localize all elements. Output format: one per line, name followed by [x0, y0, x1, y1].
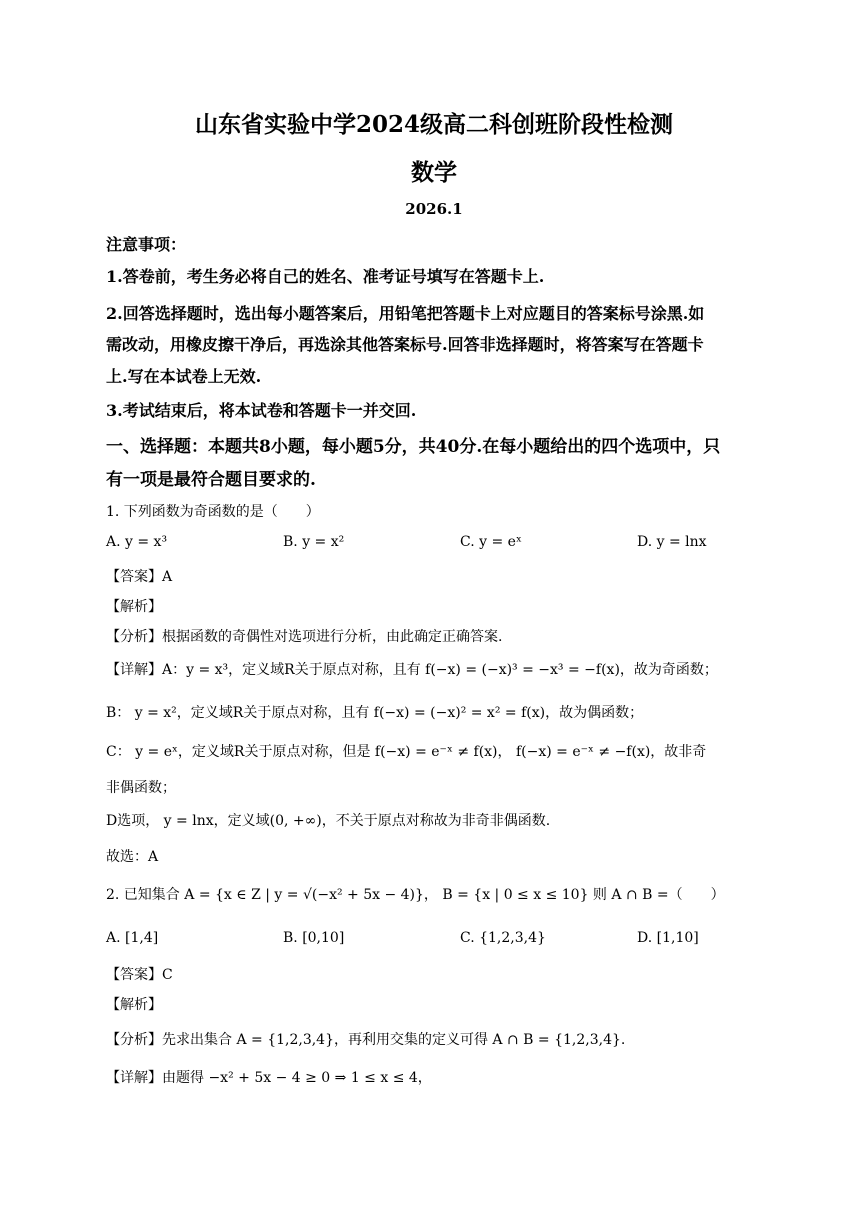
notice-item-3: 3.考试结束后，将本试卷和答题卡一并交回. — [106, 401, 417, 420]
question-1-option-c: C. y = eˣ — [460, 534, 522, 550]
question-1-detail-d: D选项， y = lnx，定义域(0, +∞)，不关于原点对称故为非奇非偶函数. — [106, 813, 551, 829]
question-1-detail-a: 【详解】A：y = x³，定义域R关于原点对称，且有 f(−x) = (−x)³ = −x³ = −f(x)，故为奇函数； — [106, 662, 718, 678]
notice-item-2-line-1: 2.回答选择题时，选出每小题答案后，用铅笔把答题卡上对应题目的答案标号涂黑.如 — [106, 304, 705, 323]
subject-title: 数学 — [411, 159, 457, 186]
question-1-choice: 故选：A — [106, 849, 159, 865]
question-2-analysis-label: 【解析】 — [106, 997, 162, 1013]
section-heading-line-2: 有一项是最符合题目要求的. — [106, 470, 316, 490]
question-2-option-d: D. [1,10] — [637, 930, 699, 946]
question-2-detail: 【详解】由题得 −x² + 5x − 4 ≥ 0 ⇒ 1 ≤ x ≤ 4， — [106, 1070, 432, 1086]
notice-item-1: 1.答卷前，考生务必将自己的姓名、准考证号填写在答题卡上. — [106, 267, 545, 286]
question-2-stem: 2. 已知集合 A = {x ∈ Z | y = √(−x² + 5x − 4)}， B = {x | 0 ≤ x ≤ 10} 则 A ∩ B =（ ） — [106, 887, 725, 903]
question-1-stem: 1. 下列函数为奇函数的是（ ） — [106, 504, 320, 520]
exam-title: 山东省实验中学2024级高二科创班阶段性检测 — [194, 111, 673, 138]
question-1-detail-c-line-1: C： y = eˣ，定义域R关于原点对称，但是 f(−x) = e⁻ˣ ≠ f(x)， f(−x) = e⁻ˣ ≠ −f(x)，故非奇 — [106, 744, 707, 760]
section-heading-line-1: 一、选择题：本题共8小题，每小题5分，共40分.在每小题给出的四个选项中，只 — [106, 437, 721, 457]
notice-item-2-line-3: 上.写在本试卷上无效. — [106, 367, 262, 386]
question-1-option-a: A. y = x³ — [106, 534, 168, 550]
question-1-option-b: B. y = x² — [283, 534, 345, 550]
question-1-detail-c-line-2: 非偶函数； — [106, 780, 176, 796]
question-2-option-b: B. [0,10] — [283, 930, 345, 946]
question-1-detail-b: B： y = x²，定义域R关于原点对称，且有 f(−x) = (−x)² = x² = f(x)，故为偶函数； — [106, 705, 644, 721]
question-2-option-a: A. [1,4] — [106, 930, 159, 946]
notice-heading: 注意事项： — [106, 235, 187, 254]
question-2-fenxi: 【分析】先求出集合 A = {1,2,3,4}，再利用交集的定义可得 A ∩ B = {1,2,3,4}. — [106, 1032, 626, 1048]
question-1-answer: 【答案】A — [106, 569, 173, 585]
notice-item-2-line-2: 需改动，用橡皮擦干净后，再选涂其他答案标号.回答非选择题时，将答案写在答题卡 — [106, 335, 704, 354]
question-1-analysis-label: 【解析】 — [106, 599, 162, 615]
question-1-fenxi: 【分析】根据函数的奇偶性对选项进行分析，由此确定正确答案. — [106, 629, 503, 645]
question-2-option-c: C. {1,2,3,4} — [460, 930, 546, 946]
question-1-option-d: D. y = lnx — [637, 534, 707, 550]
exam-date: 2026.1 — [405, 200, 463, 218]
question-2-answer: 【答案】C — [106, 967, 173, 983]
